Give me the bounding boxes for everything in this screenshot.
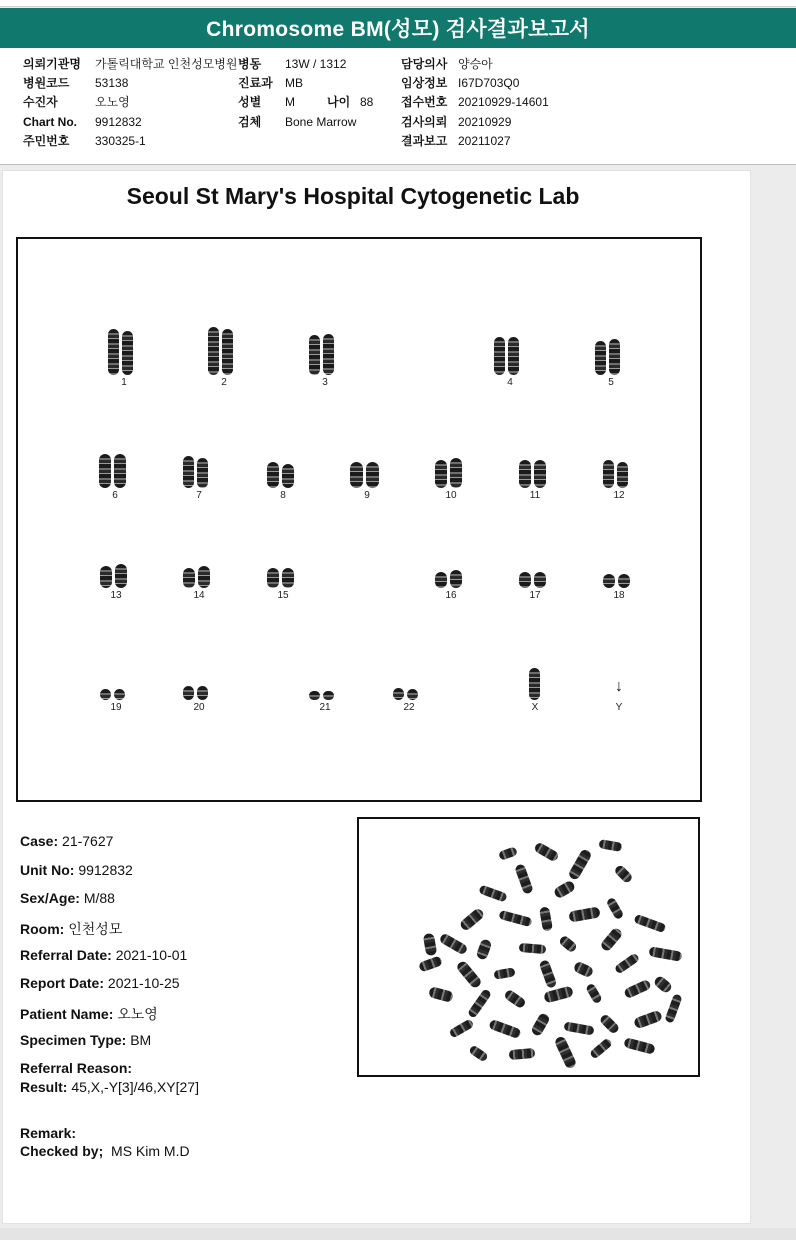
room-label: Room: xyxy=(20,921,65,937)
report-body xyxy=(2,170,751,1224)
metaphase-chromosome xyxy=(539,959,558,989)
chromosome-label: 21 xyxy=(319,702,331,713)
metaphase-chromosome xyxy=(558,934,578,953)
metaphase-chromosome xyxy=(488,1019,521,1039)
ward-value: 13W / 1312 xyxy=(285,57,347,71)
checked-row xyxy=(20,1143,190,1159)
chromosome-6 xyxy=(85,440,145,501)
metaphase-chromosome xyxy=(519,943,547,954)
request-value: 20210929 xyxy=(458,115,512,129)
chromosome-label: 2 xyxy=(221,377,227,388)
chart-value: 9912832 xyxy=(95,115,142,129)
header-row-4 xyxy=(0,113,796,131)
chromosome-label: 5 xyxy=(608,377,614,388)
chromosome-label: 22 xyxy=(403,702,415,713)
room-row xyxy=(20,919,122,939)
chromosome-11 xyxy=(505,440,565,501)
metaphase-chromosome xyxy=(554,1035,578,1070)
metaphase-chromosome xyxy=(478,884,507,902)
header-row-2 xyxy=(0,74,796,92)
checked-label: Checked by; xyxy=(20,1143,104,1159)
chromosome-18 xyxy=(589,540,649,601)
room-value: 인천성모 xyxy=(68,921,123,937)
metaphase-chromosome xyxy=(423,933,438,957)
chromosome-label: 16 xyxy=(445,590,457,601)
metaphase-chromosome xyxy=(648,946,682,962)
report-title: Chromosome BM(성모) 검사결과보고서 xyxy=(0,8,796,48)
ward-label: 병동 xyxy=(238,57,262,71)
chart-label: Chart No. xyxy=(23,115,77,129)
header-row-1 xyxy=(0,55,796,73)
sex-label: 성별 xyxy=(238,95,262,109)
chromosome-15 xyxy=(253,540,313,601)
chromosome-label: 9 xyxy=(364,490,370,501)
metaphase-chromosome xyxy=(633,1010,663,1030)
age-label: 나이 xyxy=(327,95,351,109)
chromosome-label: 10 xyxy=(445,490,457,501)
referral-date-label: Referral Date: xyxy=(20,947,112,963)
referral-reason-label: Referral Reason: xyxy=(20,1060,133,1076)
result-value: 45,X,-Y[3]/46,XY[27] xyxy=(71,1079,199,1095)
patient-name-row xyxy=(20,1004,158,1024)
chromosome-16 xyxy=(421,540,481,601)
specimen-type-label: Specimen Type: xyxy=(20,1032,127,1048)
hospital-value: 가톨릭대학교 인천성모병원 xyxy=(95,57,238,71)
chromosome-label: 7 xyxy=(196,490,202,501)
bottom-strip xyxy=(0,1228,796,1240)
specimen-type-row xyxy=(20,1032,151,1048)
case-value: 21-7627 xyxy=(62,833,114,849)
chromosome-17 xyxy=(505,540,565,601)
doctor-label: 담당의사 xyxy=(401,57,448,71)
metaphase-chromosome xyxy=(539,906,553,931)
chromosome-label: 8 xyxy=(280,490,286,501)
metaphase-chromosome xyxy=(468,1044,489,1062)
sex-value: M xyxy=(285,95,295,109)
specimen-type-value: BM xyxy=(130,1032,152,1048)
metaphase-chromosome xyxy=(623,979,652,999)
metaphase-chromosome xyxy=(573,961,595,979)
metaphase-chromosome xyxy=(585,983,603,1005)
checked-value: MS Kim M.D xyxy=(111,1143,190,1159)
doctor-value: 양승아 xyxy=(458,57,493,71)
chromosome-12 xyxy=(589,440,649,501)
metaphase-image xyxy=(357,817,700,1077)
metaphase-chromosome xyxy=(533,841,560,862)
header-row-3 xyxy=(0,93,796,111)
metaphase-chromosome xyxy=(613,864,634,885)
metaphase-chromosome xyxy=(599,926,623,952)
lab-title: Seoul St Mary's Hospital Cytogenetic Lab xyxy=(126,183,580,209)
remark-row xyxy=(20,1125,76,1141)
chromosome-13 xyxy=(86,540,146,601)
case-label: Case: xyxy=(20,833,59,849)
top-strip xyxy=(0,0,796,7)
chromosome-label: 1 xyxy=(121,377,127,388)
metaphase-chromosome xyxy=(459,907,486,932)
metaphase-chromosome xyxy=(599,1013,621,1035)
chromosome-label: 11 xyxy=(529,490,541,501)
sexage-value: M/88 xyxy=(83,890,115,906)
chromosome-14 xyxy=(169,540,229,601)
patient-name-value: 오노영 xyxy=(117,1006,158,1022)
metaphase-chromosome xyxy=(664,993,682,1023)
referral-date-value: 2021-10-01 xyxy=(115,947,188,963)
metaphase-chromosome xyxy=(428,986,454,1003)
metaphase-chromosome xyxy=(568,906,600,922)
metaphase-chromosome xyxy=(475,938,492,961)
unit-row xyxy=(20,862,133,878)
chromosome-label: 20 xyxy=(193,702,205,713)
chromosome-label: Y xyxy=(615,702,623,713)
metaphase-chromosome xyxy=(606,897,625,921)
receipt-value: 20210929-14601 xyxy=(458,95,549,109)
header-row-5 xyxy=(0,132,796,150)
metaphase-chromosome xyxy=(614,952,640,974)
specimen-label: 검체 xyxy=(238,115,262,129)
chromosome-21 xyxy=(295,652,355,713)
metaphase-chromosome xyxy=(467,988,492,1019)
chromosome-label: 6 xyxy=(112,490,118,501)
id-label: 주민번호 xyxy=(23,134,70,148)
chromosome-label: 19 xyxy=(110,702,122,713)
clinical-label: 임상정보 xyxy=(401,76,448,90)
chromosome-9 xyxy=(337,440,397,501)
metaphase-chromosome xyxy=(503,989,527,1010)
metaphase-chromosome xyxy=(498,846,518,861)
report-date-value: 2021-10-25 xyxy=(107,975,180,991)
metaphase-chromosome xyxy=(563,1021,594,1035)
unit-value: 9912832 xyxy=(78,862,133,878)
chromosome-label: 3 xyxy=(322,377,328,388)
code-value: 53138 xyxy=(95,76,129,90)
metaphase-chromosome xyxy=(448,1018,474,1038)
missing-y-arrow-icon: ↓ xyxy=(615,678,623,695)
clinical-value: I67D703Q0 xyxy=(458,76,520,90)
receipt-label: 접수번호 xyxy=(401,95,448,109)
patient-label: 수진자 xyxy=(23,95,58,109)
chromosome-7 xyxy=(169,440,229,501)
report-date-label: Report Date: xyxy=(20,975,105,991)
chromosome-3 xyxy=(295,327,355,388)
chromosome-x xyxy=(505,652,565,713)
id-value: 330325-1 xyxy=(95,134,146,148)
chromosome-label: 14 xyxy=(193,590,205,601)
metaphase-chromosome xyxy=(623,1037,656,1055)
chromosome-10 xyxy=(421,440,481,501)
metaphase-chromosome xyxy=(653,975,674,995)
patient-value: 오노영 xyxy=(95,95,130,109)
chromosome-label: X xyxy=(531,702,539,713)
metaphase-chromosome xyxy=(567,848,593,881)
result-row xyxy=(20,1079,199,1095)
chromosome-y xyxy=(589,652,649,713)
metaphase-chromosome xyxy=(514,863,534,895)
chromosome-2 xyxy=(194,327,254,388)
chromosome-5 xyxy=(581,327,641,388)
report-date-row xyxy=(20,975,180,991)
chromosome-19 xyxy=(86,652,146,713)
dept-label: 진료과 xyxy=(238,76,273,90)
metaphase-chromosome xyxy=(530,1012,551,1037)
chromosome-4 xyxy=(480,327,540,388)
sexage-label: Sex/Age: xyxy=(20,890,80,906)
metaphase-chromosome xyxy=(493,967,515,980)
sexage-row xyxy=(20,890,115,906)
hospital-label: 의뢰기관명 xyxy=(23,57,81,71)
chromosome-label: 13 xyxy=(110,590,122,601)
karyotype-panel xyxy=(16,237,702,802)
chromosome-1 xyxy=(94,327,154,388)
metaphase-chromosome xyxy=(498,910,532,927)
referral-date-row xyxy=(20,947,187,963)
chromosome-22 xyxy=(379,652,439,713)
unit-label: Unit No: xyxy=(20,862,75,878)
metaphase-chromosome xyxy=(543,985,574,1003)
chromosome-20 xyxy=(169,652,229,713)
chromosome-label: 18 xyxy=(613,590,625,601)
referral-reason-row xyxy=(20,1060,132,1076)
chromosome-label: 12 xyxy=(613,490,625,501)
metaphase-chromosome xyxy=(598,839,622,852)
chromosome-8 xyxy=(253,440,313,501)
result-date-value: 20211027 xyxy=(458,134,511,148)
chromosome-label: 15 xyxy=(277,590,289,601)
metaphase-chromosome xyxy=(553,879,577,899)
metaphase-chromosome xyxy=(589,1037,613,1059)
result-label: Result: xyxy=(20,1079,68,1095)
metaphase-chromosome xyxy=(633,914,666,933)
age-value: 88 xyxy=(360,95,374,109)
patient-name-label: Patient Name: xyxy=(20,1006,114,1022)
metaphase-chromosome xyxy=(438,932,468,955)
chromosome-label: 17 xyxy=(529,590,541,601)
request-label: 검사의뢰 xyxy=(401,115,448,129)
specimen-value: Bone Marrow xyxy=(285,115,357,129)
result-date-label: 결과보고 xyxy=(401,134,448,148)
report-header xyxy=(0,48,796,165)
case-row xyxy=(20,833,113,849)
chromosome-label: 4 xyxy=(507,377,513,388)
code-label: 병원코드 xyxy=(23,76,70,90)
dept-value: MB xyxy=(285,76,303,90)
metaphase-chromosome xyxy=(455,959,483,989)
metaphase-chromosome xyxy=(418,955,443,972)
remark-label: Remark: xyxy=(20,1125,77,1141)
metaphase-chromosome xyxy=(509,1048,536,1060)
